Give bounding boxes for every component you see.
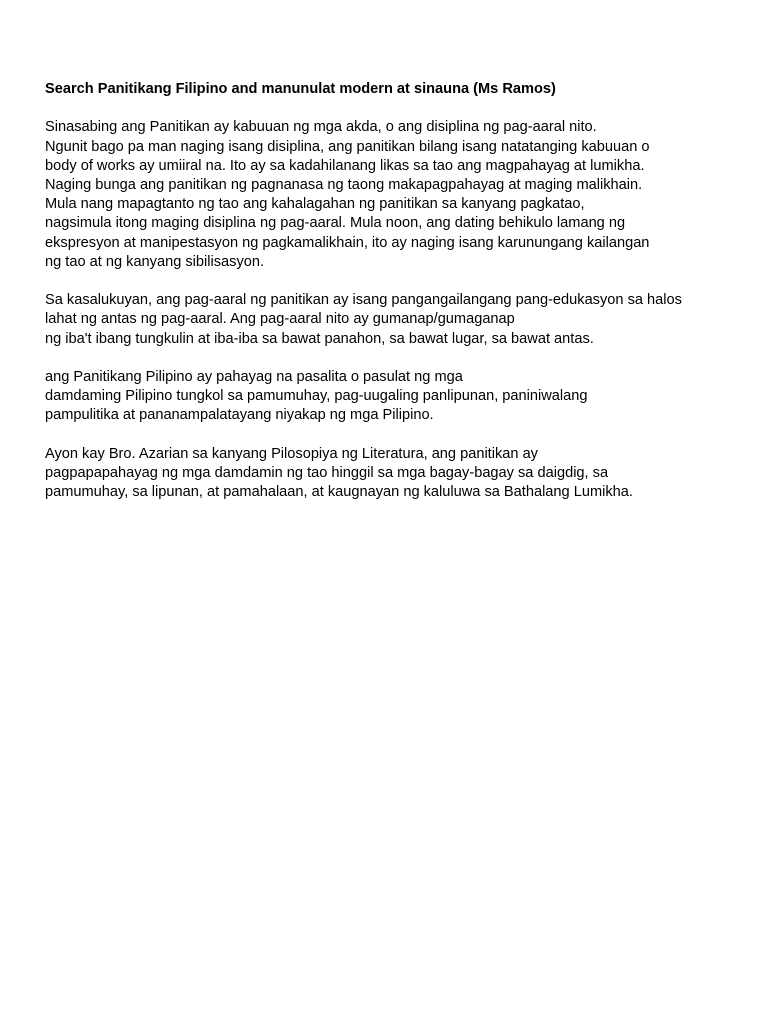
paragraph-3 bbox=[45, 368, 745, 426]
paragraph-line: ng tao at ng kanyang sibilisasyon. bbox=[45, 253, 265, 270]
paragraph-line: ang Panitikang Pilipino ay pahayag na pasalita o pasulat ng mga bbox=[45, 369, 463, 385]
paragraph-line: Ayon kay Bro. Azarian sa kanyang Pilosopiya ng Literatura, ang panitikan ay bbox=[45, 445, 538, 462]
paragraph-1 bbox=[45, 118, 745, 272]
paragraph-line: damdaming Pilipino tungkol sa pamumuhay, pag-uugaling panlipunan, paniniwalang bbox=[45, 388, 588, 405]
paragraph-line: Naging bunga ang panitikan ng pagnanasa ng taong makapagpahayag at maging malikhain. bbox=[45, 177, 643, 193]
paragraph-line: Sinasabing ang Panitikan ay kabuuan ng mga akda, o ang disiplina ng pag-aaral nito. bbox=[45, 119, 597, 136]
paragraph-line: Mula nang mapagtanto ng tao ang kahalagahan ng panitikan sa kanyang pagkatao, bbox=[45, 196, 585, 213]
paragraph-4 bbox=[45, 445, 745, 503]
paragraph-line: pampulitika at pananampalatayang niyakap ng mga Pilipino. bbox=[45, 407, 434, 424]
paragraph-line: ekspresyon at manipestasyon ng pagkamalikhain, ito ay naging isang karunungang kailangan bbox=[45, 234, 650, 251]
document-body bbox=[45, 80, 745, 502]
paragraph-line: nagsimula itong maging disiplina ng pag-aaral. Mula noon, ang dating behikulo lamang ng bbox=[45, 215, 626, 232]
paragraph-2 bbox=[45, 291, 745, 349]
paragraph-line: pamumuhay, sa lipunan, at pamahalaan, at kaugnayan ng kaluluwa sa Bathalang Lumikha. bbox=[45, 484, 633, 501]
paragraph-line: Sa kasalukuyan, ang pag-aaral ng panitikan ay isang pangangailangang pang-edukasyon sa halos bbox=[45, 292, 682, 309]
document-title: Search Panitikang Filipino and manunulat modern at sinauna (Ms Ramos) bbox=[45, 81, 556, 97]
paragraph-line: ng iba't ibang tungkulin at iba-iba sa bawat panahon, sa bawat lugar, sa bawat antas. bbox=[45, 330, 594, 347]
paragraph-line: body of works ay umiiral na. Ito ay sa kadahilanang likas sa tao ang magpahayag at lumikha. bbox=[45, 157, 645, 174]
paragraph-line: Ngunit bago pa man naging isang disiplina, ang panitikan bilang isang natatanging kabuuan o bbox=[45, 138, 650, 155]
paragraph-line: pagpapapahayag ng mga damdamin ng tao hinggil sa mga bagay-bagay sa daigdig, sa bbox=[45, 465, 609, 481]
paragraph-line: lahat ng antas ng pag-aaral. Ang pag-aaral nito ay gumanap/gumaganap bbox=[45, 311, 515, 328]
